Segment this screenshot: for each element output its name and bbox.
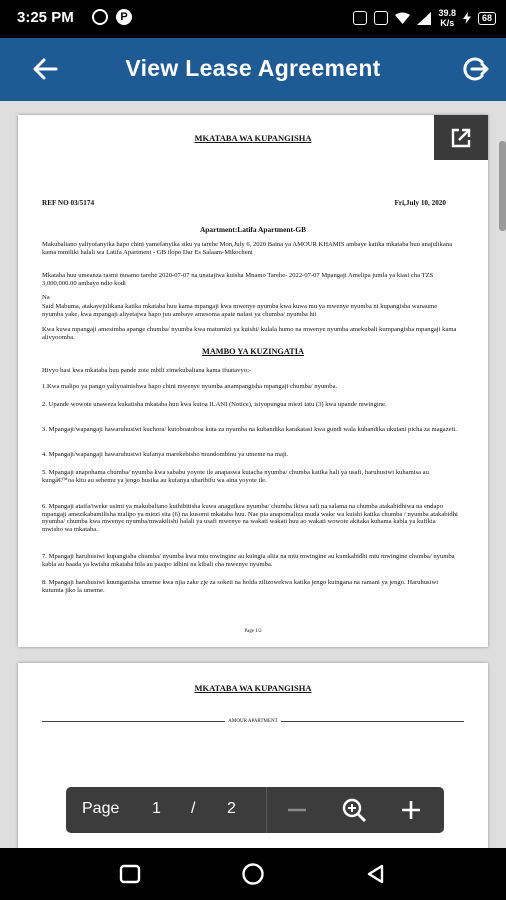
reference-number: REF NO 03/5174 (42, 199, 95, 207)
zoom-reset-button[interactable] (340, 796, 368, 824)
zoom-in-magnifier-icon (341, 797, 367, 823)
charging-icon (463, 12, 471, 24)
agreement-paragraph: Said Mabuma, atakayejulikana katika mkataba huu kama mpangaji kwa mwenye nyumba kwa kuwa mu ya mwenye nyumba ni kupangisha wanaume nyumba yake, kwa mpangaji aliyetajwa hapo juu ambaye amesoma apate nafasi ya chumba/ nyumba hii (42, 303, 438, 318)
document-title: MKATABA WA KUPANGISHA (194, 133, 312, 143)
back-button[interactable] (364, 862, 388, 886)
status-right (353, 8, 496, 28)
network-speed (438, 8, 456, 28)
battery-level: 68 (478, 12, 496, 25)
page-title: View Lease Agreement (125, 55, 381, 81)
system-nav-bar (0, 848, 506, 900)
speed-unit: K/s (440, 18, 455, 28)
battery-icon (478, 12, 496, 25)
current-page[interactable]: 1 (152, 800, 161, 817)
whatsapp-icon (92, 9, 108, 25)
clause-item: 4. Mpangaji/wapangaji hawaruhusiwi kufanya marekebisho mundombinu ya umeme na maji. (42, 451, 289, 458)
agreement-paragraph: Na (42, 294, 50, 301)
rule-label: AMOUR APARTMENT (225, 719, 280, 724)
clause-item: 6. Mpangaji ataifa/iweke usimi ya makubaliano kuthibitisha kuwa anaguikea nyumba/ chumba ikiwa safi na salama na chumba atakabidhiwa na endapo mpangaji amezikabamilisha malipo ya miezi sita (6) na kusomi mkataba huu. Nae pia anapomaliza muda wake wa kuishi katika chumba / nyumba atakabidhi nyumba/ chumba kwa mwenye nyumba/mwakilishi halali ya usafi mwenye na wakati wakati huu ao wakati wowote akitaka kuhama kabla ya kufikia mwisho wa mkataba. (42, 503, 458, 533)
page-zoom-toolbar (66, 787, 444, 833)
clause-item: 8. Mpangaji haruhusiwi kuunganisha umeme kwa njia zake zje za soketi na holda zilizowekwa katika jengo kuingana na ramani ya jengo. Haruhusiwi kutumia jiko la umeme. (42, 579, 439, 594)
clause-item: 5. Mpangaji anapohama chumba/ nyumba kwa sababu yoyote ile anapaswa kuiacha nyumba/ chumba katika hali ya usafi, haruhusiwi kuhamisa au kungâ€™oa kitu au sehemu ya jengo husika au kufanya uharibifu wa aina yoyote ile. (42, 469, 429, 484)
section-intro: Hivyo basi kwa mkataba huu pande zote mbili zimekubaliana kama ifuatavyo;- (42, 367, 252, 374)
zoom-out-button[interactable] (283, 796, 311, 824)
plus-icon (400, 799, 422, 821)
agreement-paragraph: Makubaliano yaliyofanyika hapo chini yamefanyika siku ya tarehe Mon,July 6, 2020 Baina ya AMOUR KHAMIS ambaye katika mkataba huu anajulikana kama mmiliki halali wa Latifa Apartment - GB ilopo Dar Es Salaam-Mikocheni (42, 241, 452, 256)
notification-p-icon: P (116, 9, 132, 25)
page-number: Page 1/2 (244, 629, 262, 634)
scrollbar[interactable] (499, 141, 506, 231)
page-separator: / (191, 800, 196, 817)
recents-button[interactable] (118, 862, 142, 886)
signal-icon (417, 12, 431, 25)
logout-icon[interactable] (460, 54, 490, 84)
section-heading: MAMBO YA KUZINGATIA (201, 347, 305, 356)
total-pages: 2 (227, 800, 236, 817)
recents-icon (119, 864, 141, 884)
status-time: 3:25 PM (17, 9, 74, 26)
home-icon (241, 862, 265, 886)
back-triangle-icon (365, 863, 387, 885)
page-label: Page (82, 800, 120, 817)
clause-item: 1.Kwa malipo ya pango yaliyoainishwa hapo chini mwenye nyumba anampangisha mpangaji chumba/ nyumba. (42, 383, 338, 390)
divider (266, 787, 267, 833)
document-page-1 (18, 115, 488, 647)
app-bar (0, 38, 506, 101)
speed-value: 39.8 (438, 8, 456, 18)
agreement-paragraph: Mkataba huu umeanza rasmi mnamo tarehe 2020-07-07 na unatajiwa kuisha Mnamo Tarehe- 2022-07-07 Mpangaji Amelipa jumla ya kiasi cha TZS 3,000,000.00 ambayo ndio kodi (42, 272, 434, 287)
minus-icon (286, 799, 308, 821)
document-title: MKATABA WA KUPANGISHA (194, 683, 312, 693)
clause-item: 7. Mpangaji haruhusiwi kupangisha chumba/ nyumba kwa mtu mwingine au kuingia aliia na mtu mwingine au kumkabidhi mtu mwingine chumba/ nyumba kabla au baada ya kwisha mkataba bila au pasipo idhini na kibali cha mwenye nyumba. (42, 553, 455, 568)
clause-item: 3. Mpangaji/wapangaji hawaruhusiwi kuchora/ kutoboatoboa kuta za nyumba na kubandika karakatasi kwa gundi wala kubandika ukutani picha za magazeti. (42, 426, 457, 433)
vibrate-icon (374, 11, 388, 25)
apartment-name: Apartment:Latifa Apartment-GB (199, 225, 307, 234)
wifi-icon (395, 12, 410, 25)
zoom-in-button[interactable] (397, 796, 425, 824)
agreement-paragraph: Kwa kuwa mpangaji amesimba apange chumba/ nyumba kwa matumizi ya kuishi/ kulala humo na mwenye nyumba amekubali kumpangisha mpangaji kama alivyoomba. (42, 326, 457, 341)
home-button[interactable] (241, 862, 265, 886)
document-date: Fri,July 10, 2020 (394, 199, 446, 207)
status-bar (0, 0, 506, 38)
alarm-icon (353, 11, 367, 25)
clause-item: 2. Upande wowote unaweza kukatisha mkataba huu kwa kutoa ILANI (Notice), isiyopungua miezi tatu (3) kwa upande mwingine. (42, 401, 387, 408)
pdf-viewer[interactable] (0, 101, 506, 848)
